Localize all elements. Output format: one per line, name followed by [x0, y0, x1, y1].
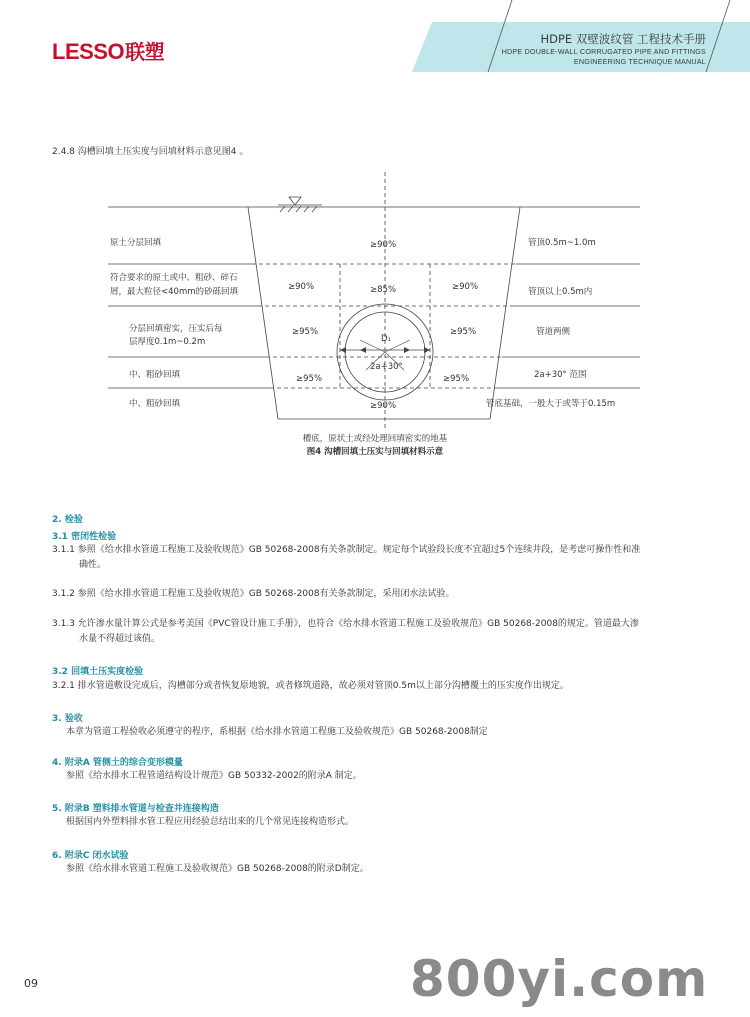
brand-name-cn: 联塑 — [125, 40, 165, 64]
manual-subtitle-line2: ENGINEERING TECHNIQUE MANUAL — [573, 57, 706, 66]
left-label-row2-line1: 符合要求的原土或中、粗砂、碎石 — [110, 273, 238, 283]
right-label-row3: 管道两侧 — [536, 327, 571, 337]
paragraph-3-1-1-line2: 确性。 — [79, 560, 107, 570]
watermark: 800yi.com — [410, 950, 709, 1008]
page-number: 09 — [24, 977, 38, 990]
paragraph-3-2-1: 3.2.1 排水管道敷设完成后，沟槽部分或者恢复原地貌，或者修筑道路，故必须对管顶0.5m以上部分沟槽覆土的压实度作出规定。 — [52, 681, 569, 691]
value-r3-right: ≥95% — [450, 327, 477, 337]
left-label-row3-line2: 层厚度0.1m~0.2m — [129, 337, 206, 347]
value-bottom: ≥90% — [370, 401, 397, 411]
section-3-2-heading: 3.2 回填土压实度检验 — [52, 667, 144, 677]
brand-name: LESSO — [52, 39, 125, 64]
manual-title: HDPE 双壁波纹管 工程技术手册 — [540, 32, 706, 46]
left-label-row4: 中、粗砂回填 — [129, 370, 181, 380]
figure-intro: 2.4.8 沟槽回填土压实度与回填材料示意见图4 。 — [52, 147, 249, 157]
figure-note: 槽底，原状土或经处理回填密实的地基 — [302, 434, 448, 444]
paragraph-3-1-3-line2: 水量不得超过该值。 — [79, 634, 161, 644]
right-label-row1: 管顶0.5m~1.0m — [528, 238, 596, 248]
paragraph-3: 本章为管道工程验收必须遵守的程序，系根据《给水排水管道工程施工及验收规范》GB 50268-2008制定 — [66, 727, 488, 737]
section-3-heading: 3. 验收 — [52, 714, 83, 724]
pipe-diameter-label: D₁ — [381, 334, 391, 344]
angle-label: 2a+30° — [370, 362, 403, 372]
section-4-heading: 4. 附录A 管侧土的综合变形模量 — [52, 758, 183, 768]
section-6-heading: 6. 附录C 闭水试验 — [52, 851, 129, 861]
paragraph-4: 参照《给水排水工程管道结构设计规范》GB 50332-2002的附录A 制定。 — [66, 771, 362, 781]
section-2-heading: 2. 检验 — [52, 515, 83, 525]
figure-caption: 图4 沟槽回填土压实与回填材料示意 — [306, 447, 444, 457]
left-label-row3-line1: 分层回填密实，压实后每 — [129, 324, 223, 334]
paragraph-3-1-2: 3.1.2 参照《给水排水管道工程施工及验收规范》GB 50268-2008有关条款制定，采用闭水法试验。 — [52, 589, 455, 599]
value-r4-right: ≥95% — [443, 374, 470, 384]
paragraph-3-1-1-line1: 3.1.1 参照《给水排水管道工程施工及验收规范》GB 50268-2008有关条款制定。规定每个试验段长度不宜超过5个连续井段，是考虑可操作性和准 — [52, 545, 641, 555]
value-top: ≥90% — [370, 240, 397, 250]
paragraph-5: 根据国内外塑料排水管工程应用经验总结出来的几个常见连接构造形式。 — [66, 817, 355, 827]
value-r3-left: ≥95% — [292, 327, 319, 337]
left-label-row2-line2: 屑，最大粒径<40mm的砂砾回填 — [110, 287, 238, 297]
manual-subtitle-line1: HDPE DOUBLE-WALL CORRUGATED PIPE AND FITTINGS — [501, 47, 706, 56]
value-r2-right: ≥90% — [452, 282, 479, 292]
paragraph-3-1-1 — [52, 543, 702, 573]
trench-diagram — [0, 0, 750, 470]
value-r4-left: ≥95% — [296, 374, 323, 384]
paragraph-3-1-3 — [52, 617, 702, 647]
section-5-heading: 5. 附录B 塑料排水管道与检查井连接构造 — [52, 804, 219, 814]
value-r2-mid: ≥85% — [370, 285, 397, 295]
right-label-row5: 管底基础，一般大于或等于0.15m — [486, 399, 616, 409]
right-label-row2: 管顶以上0.5m内 — [528, 287, 593, 297]
left-label-row1: 原土分层回填 — [110, 238, 162, 248]
right-label-row4: 2a+30° 范围 — [534, 370, 587, 380]
paragraph-6: 参照《给水排水管道工程施工及验收规范》GB 50268-2008的附录D制定。 — [66, 864, 369, 874]
section-3-1-heading: 3.1 密闭性检验 — [52, 532, 117, 542]
value-r2-left: ≥90% — [288, 282, 315, 292]
paragraph-3-1-3-line1: 3.1.3 允许渗水量计算公式是参考美国《PVC管设计施工手册》，也符合《给水排水管道工程施工及验收规范》GB 50268-2008的规定。管道最大渗 — [52, 619, 639, 629]
left-label-row5: 中、粗砂回填 — [129, 399, 181, 409]
